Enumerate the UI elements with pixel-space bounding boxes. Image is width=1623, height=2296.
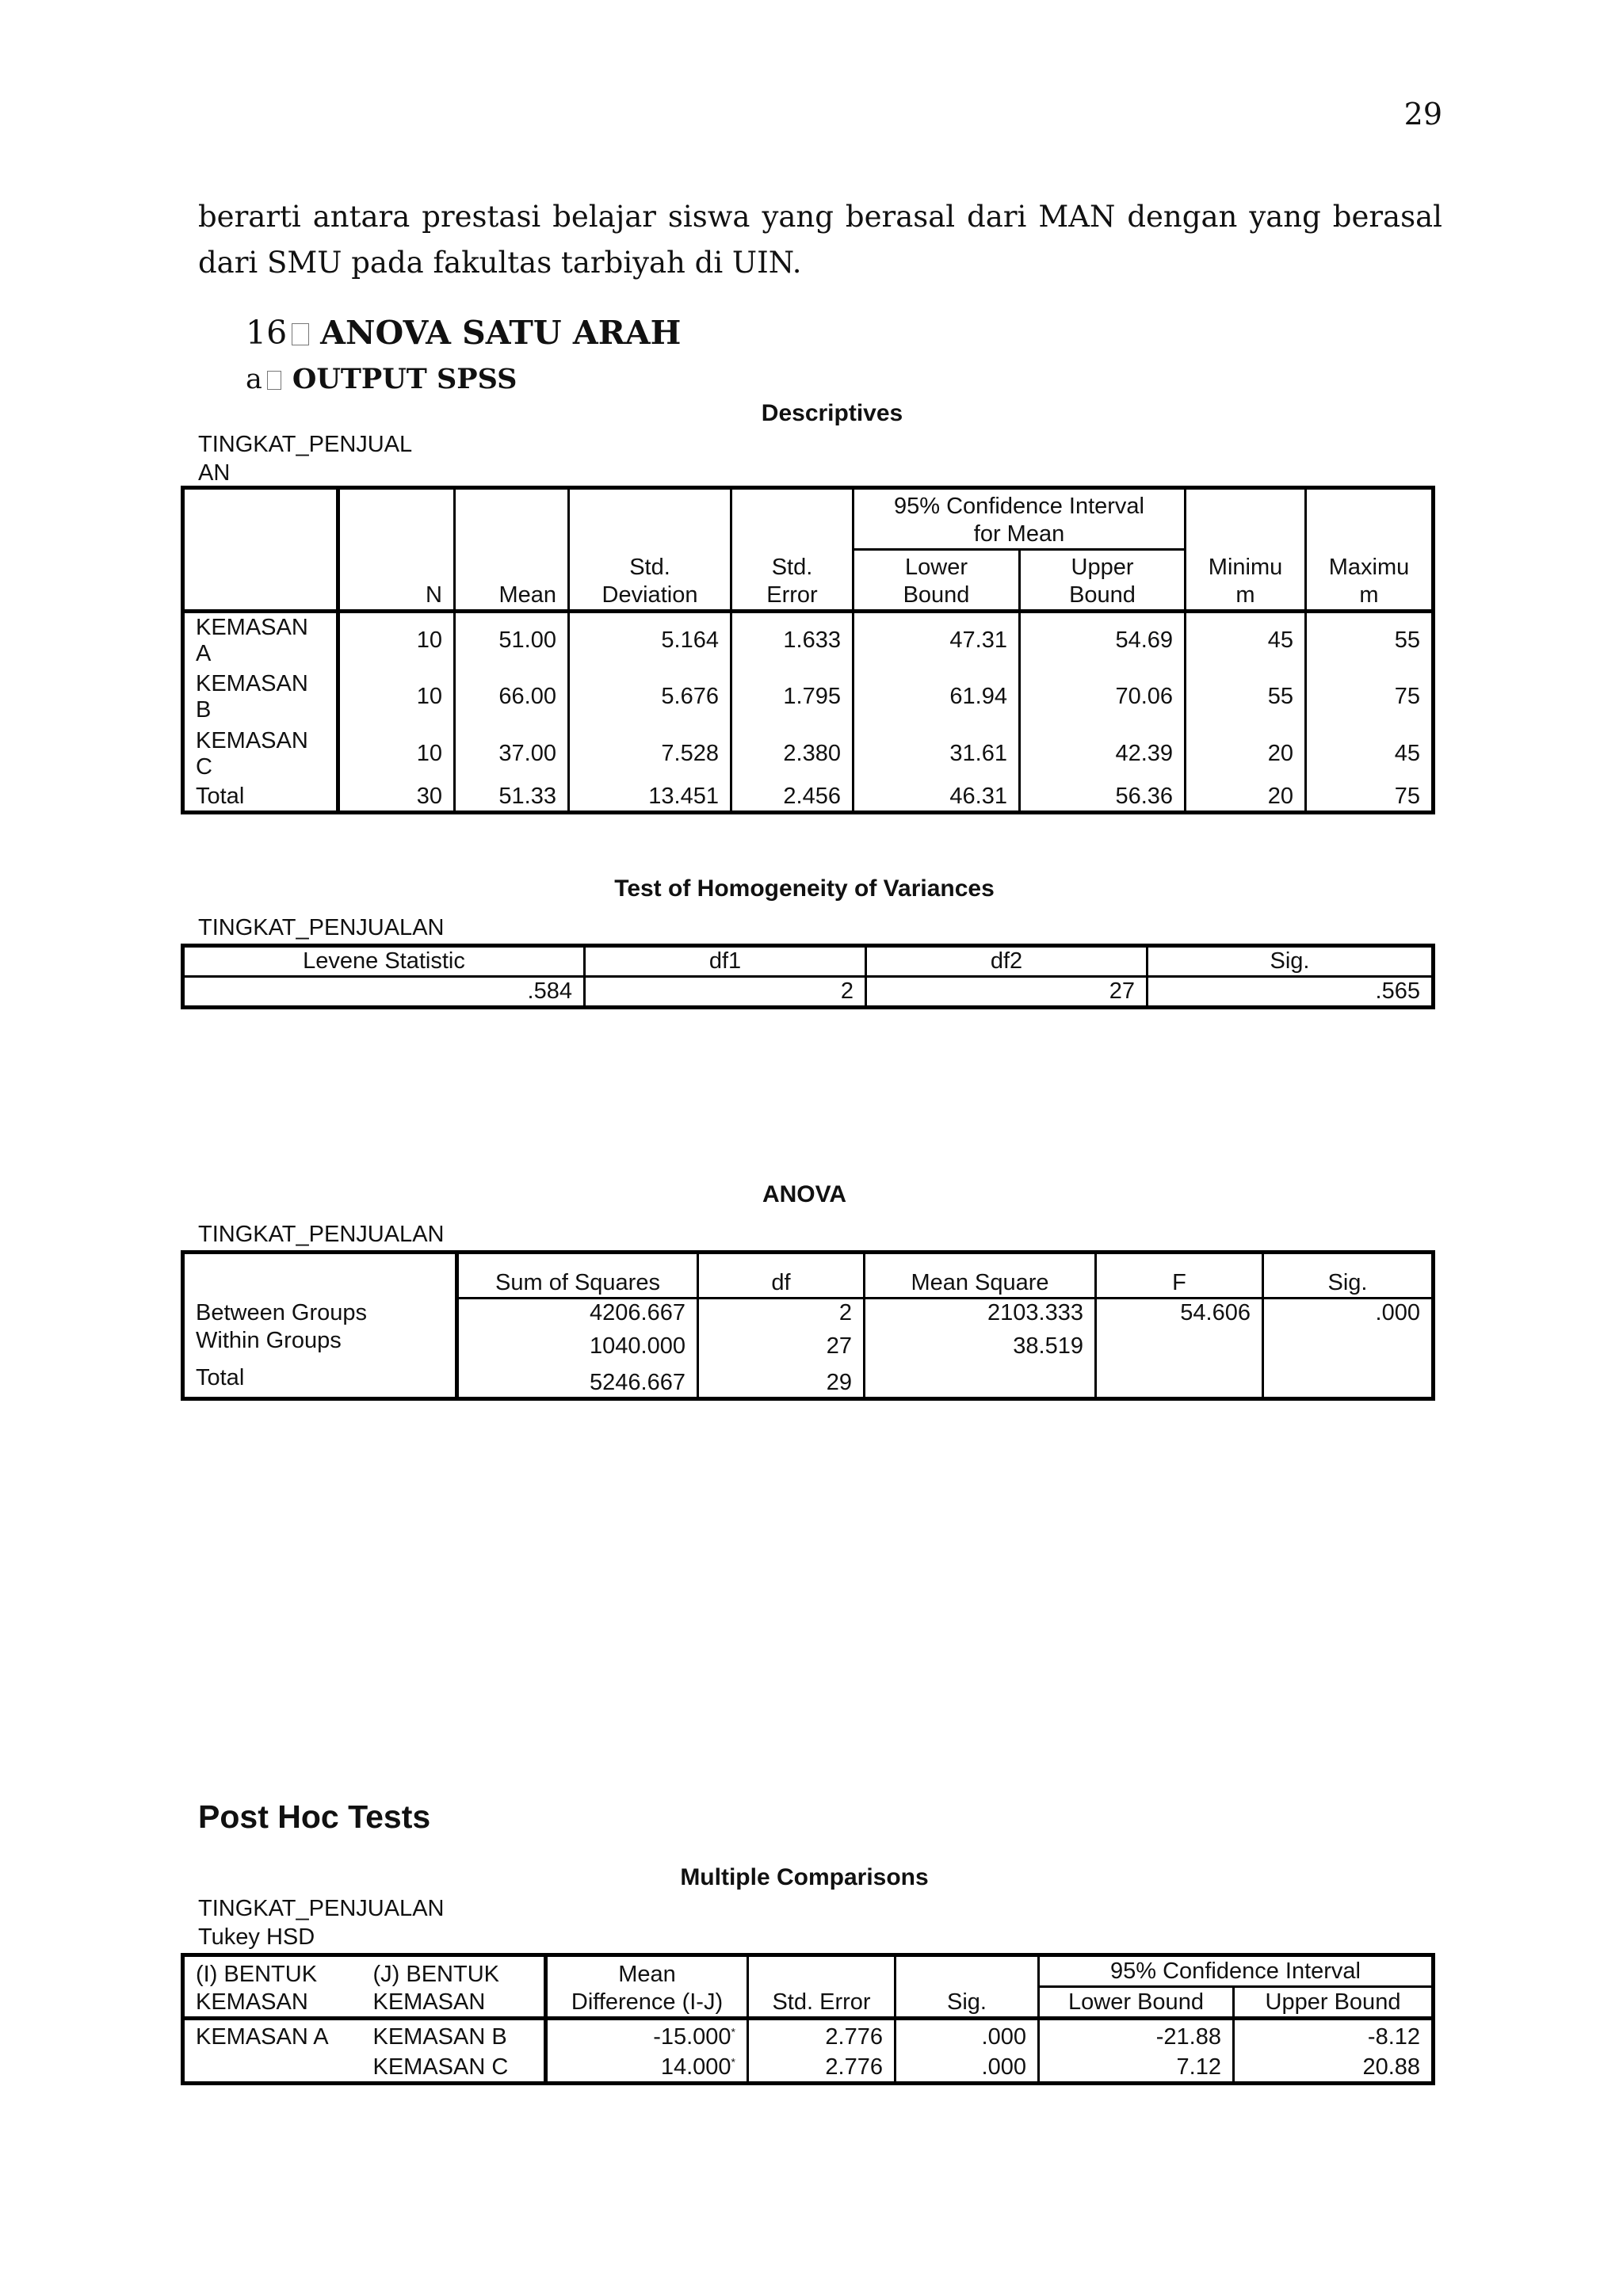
- multiple-comparisons-table: [181, 1953, 1435, 2085]
- header-levene: Levene Statistic: [183, 946, 585, 977]
- header-f: F: [1096, 1253, 1263, 1299]
- header-sum-of-squares: Sum of Squares: [457, 1253, 698, 1299]
- header-mean-square: Mean Square: [865, 1253, 1096, 1299]
- missing-glyph-icon: [267, 371, 281, 390]
- significance-mark: *: [731, 2024, 735, 2038]
- table-row: Between Groups 4206.667 2 2103.333 54.606 .000: [183, 1299, 1434, 1328]
- page-number: 29: [1403, 97, 1442, 132]
- table-row: KEMASAN A KEMASAN B -15.000* 2.776 .000 -21.88 -8.12: [183, 2019, 1434, 2051]
- section-heading: [246, 314, 681, 352]
- header-lower-bound: Lower Bound: [1039, 1987, 1234, 2019]
- header-confidence-interval: 95% Confidence Interval for Mean: [854, 488, 1186, 550]
- table-row: KEMASAN C 14.000* 2.776 .000 7.12 20.88: [183, 2051, 1434, 2084]
- descriptives-variable-line2: AN: [198, 460, 231, 486]
- missing-glyph-icon: [292, 323, 309, 345]
- header-std-error: Std. Error: [748, 1955, 896, 2019]
- homogeneity-table: [181, 944, 1435, 1009]
- table-row: KEMASAN B 10 66.00 5.676 1.795 61.94 70.06 55 75: [183, 669, 1434, 726]
- header-std-deviation: Std. Deviation: [569, 488, 731, 612]
- subsection-letter: a: [246, 364, 262, 395]
- significance-mark: *: [731, 2055, 735, 2069]
- header-df2: df2: [866, 946, 1148, 977]
- descriptives-table: [181, 486, 1435, 814]
- header-confidence-interval: 95% Confidence Interval: [1039, 1955, 1434, 1987]
- descriptives-variable-line1: TINGKAT_PENJUAL: [198, 432, 413, 457]
- header-std-error: Std. Error: [731, 488, 854, 612]
- homogeneity-variable: TINGKAT_PENJUALAN: [198, 915, 445, 940]
- header-minimum: Minimu m: [1186, 488, 1306, 612]
- multiple-comparisons-title: Multiple Comparisons: [680, 1864, 929, 1890]
- table-row-total: Total 5246.667 29: [183, 1360, 1434, 1398]
- subsection-heading: [246, 363, 517, 395]
- homogeneity-title: Test of Homogeneity of Variances: [614, 875, 995, 902]
- table-row: Within Groups 1040.000 27 38.519: [183, 1327, 1434, 1360]
- table-row-total: Total 30 51.33 13.451 2.456 46.31 56.36 20 75: [183, 783, 1434, 813]
- header-maximum: Maximu m: [1306, 488, 1434, 612]
- table-row: KEMASAN C 10 37.00 7.528 2.380 31.61 42.39 20 45: [183, 726, 1434, 783]
- header-sig: Sig.: [1263, 1253, 1434, 1299]
- table-row: .584 2 27 .565: [183, 977, 1434, 1008]
- subsection-title: OUTPUT SPSS: [292, 363, 517, 395]
- header-n: N: [338, 488, 455, 612]
- section-number: 16: [246, 314, 288, 352]
- header-mean-difference: Mean Difference (I-J): [546, 1955, 748, 2019]
- multiple-comparisons-method: Tukey HSD: [198, 1924, 315, 1950]
- homogeneity-header-row: [183, 946, 1434, 977]
- multiple-comparisons-variable-name: TINGKAT_PENJUALAN: [198, 1896, 445, 1921]
- anova-header-row: [183, 1253, 1434, 1299]
- descriptives-variable: [198, 430, 412, 487]
- anova-variable: TINGKAT_PENJUALAN: [198, 1222, 445, 1247]
- anova-table: [181, 1250, 1435, 1401]
- descriptives-title: Descriptives: [761, 400, 903, 426]
- header-i-bentuk: (I) BENTUK KEMASAN: [183, 1955, 362, 2019]
- header-sig: Sig.: [1148, 946, 1434, 977]
- header-df: df: [698, 1253, 865, 1299]
- multiple-comparisons-header-row-1: [183, 1955, 1434, 1987]
- header-lower-bound: Lower Bound: [854, 550, 1020, 612]
- header-j-bentuk: (J) BENTUK KEMASAN: [362, 1955, 546, 2019]
- header-upper-bound: Upper Bound: [1234, 1987, 1434, 2019]
- header-upper-bound: Upper Bound: [1020, 550, 1186, 612]
- table-row: KEMASAN A 10 51.00 5.164 1.633 47.31 54.69 45 55: [183, 612, 1434, 669]
- anova-title: ANOVA: [762, 1181, 847, 1207]
- intro-paragraph: berarti antara prestasi belajar siswa yang berasal dari MAN dengan yang berasal dari SMU pada fakultas tarbiyah di UIN.: [198, 200, 1442, 280]
- header-sig: Sig.: [896, 1955, 1039, 2019]
- header-df1: df1: [585, 946, 866, 977]
- section-title: ANOVA SATU ARAH: [320, 314, 682, 352]
- header-mean: Mean: [455, 488, 569, 612]
- descriptives-header-row-1: [183, 488, 1434, 550]
- multiple-comparisons-variable: [198, 1894, 444, 1951]
- post-hoc-heading: Post Hoc Tests: [198, 1798, 431, 1835]
